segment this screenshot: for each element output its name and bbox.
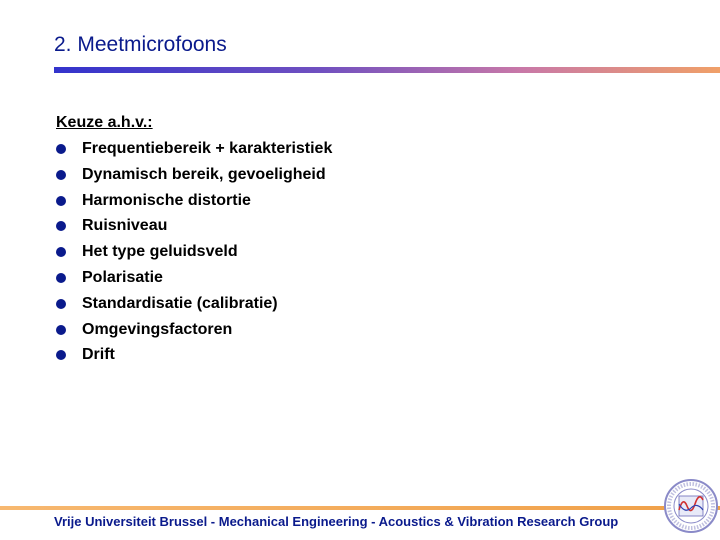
bullet-dot-icon (56, 273, 66, 283)
slide-title: 2. Meetmicrofoons (54, 33, 227, 56)
bullet-item (56, 213, 332, 239)
bullet-item (56, 317, 332, 343)
bullet-dot-icon (56, 196, 66, 206)
bullet-dot-icon (56, 247, 66, 257)
bullet-text: Harmonische distortie (82, 191, 251, 209)
bullet-text: Omgevingsfactoren (82, 320, 233, 338)
bullet-item (56, 239, 332, 265)
footer-divider (0, 506, 720, 510)
bullet-text: Standardisatie (calibratie) (82, 294, 278, 312)
bullet-text: Frequentiebereik + karakteristiek (82, 140, 333, 157)
intro-text: Keuze a.h.v.: (56, 114, 153, 131)
bullet-dot-icon (56, 221, 66, 231)
bullet-text: Het type geluidsveld (82, 243, 238, 261)
bullet-dot-icon (56, 325, 66, 335)
bullet-list (56, 136, 332, 368)
bullet-dot-icon (56, 144, 66, 154)
bullet-text: Drift (82, 346, 115, 364)
footer-text: Vrije Universiteit Brussel - Mechanical Engineering - Acoustics & Vibration Research Group (54, 514, 619, 529)
slide-content (56, 110, 332, 368)
bullet-dot-icon (56, 170, 66, 180)
bullet-text: Dynamisch bereik, gevoeligheid (82, 165, 326, 183)
bullet-text: Ruisniveau (82, 217, 168, 235)
bullet-item (56, 162, 332, 188)
bullet-dot-icon (56, 299, 66, 309)
acoustics-vibration-seal-icon (663, 478, 719, 534)
bullet-item (56, 136, 332, 162)
bullet-item (56, 188, 332, 214)
bullet-item (56, 265, 332, 291)
title-divider (54, 67, 720, 73)
bullet-item (56, 342, 332, 368)
bullet-text: Polarisatie (82, 268, 163, 286)
bullet-dot-icon (56, 350, 66, 360)
bullet-item (56, 291, 332, 317)
